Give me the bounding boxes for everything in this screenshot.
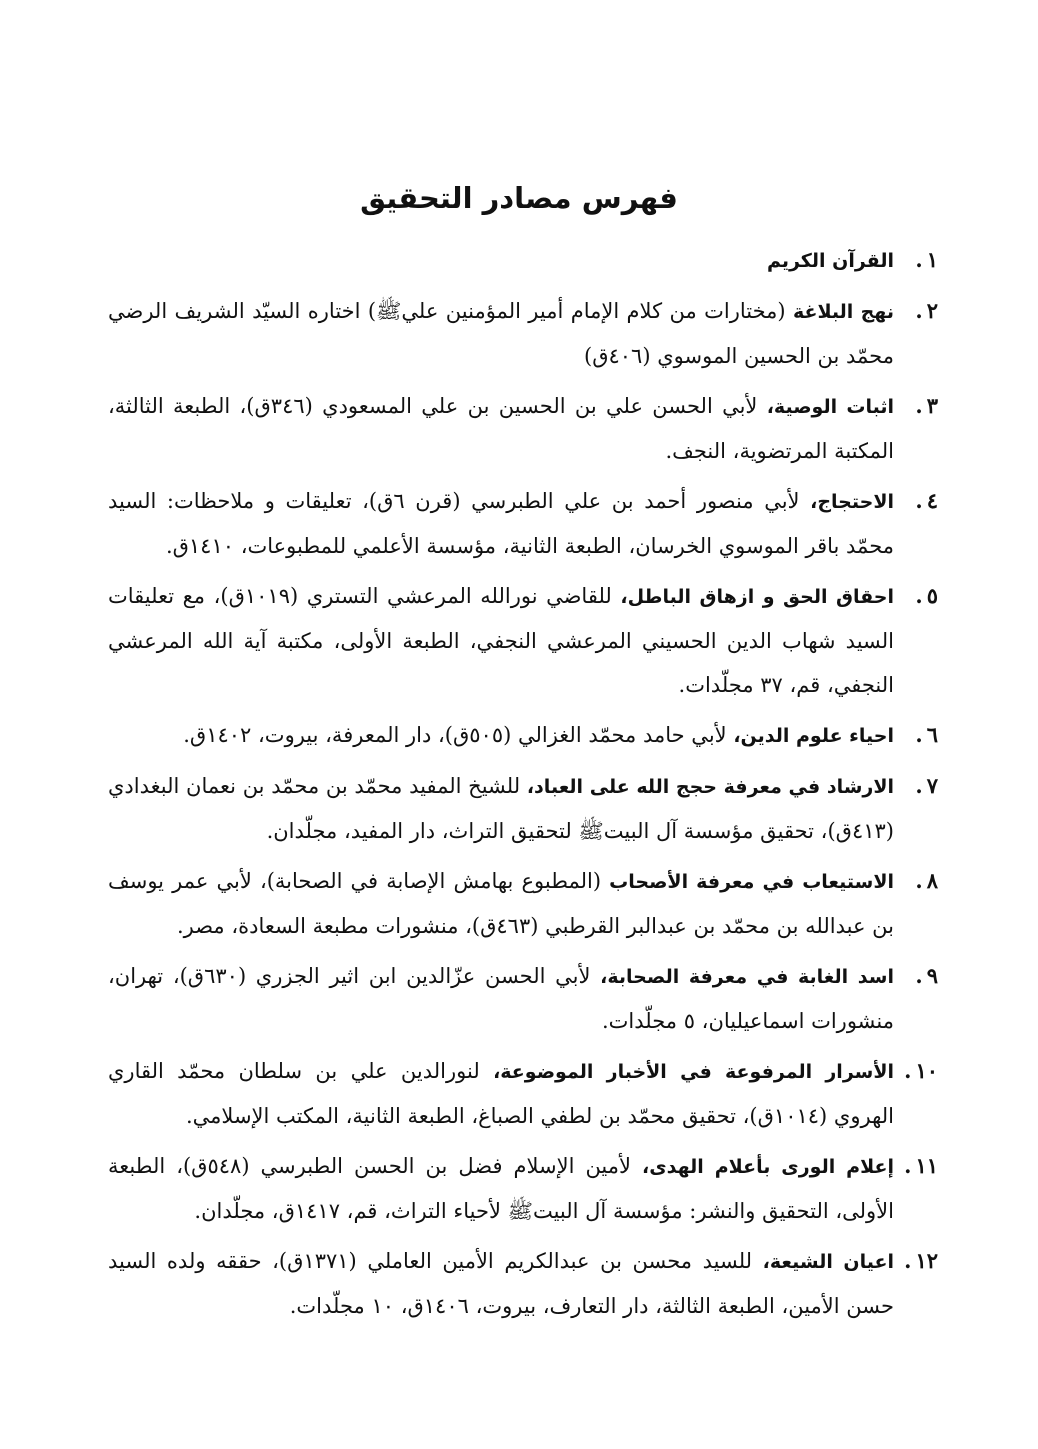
entry-source-title: القرآن الكريم — [766, 250, 894, 272]
entry-number: ٩. — [915, 963, 938, 988]
entry-text: إعلام الورى بأعلام الهدى، لأمين الإسلام فضل بن الحسن الطبرسي (٥٤٨ق)، الطبعة الأولى، التحقيق والنشر: مؤسسة آل البيت‌ﷺ لأحياء التراث، قم، ١٤١٧ق، مجلّدان. — [108, 1154, 894, 1223]
entry-number: ١. — [915, 247, 938, 272]
entry-source-title: الأسرار المرفوعة في الأخبار الموضوعة، — [493, 1061, 894, 1083]
entry-text: نهج البلاغة (مختارات من كلام الإمام أمير المؤمنين علي‌ﷺ) اختاره السيّد الشريف الرضي محمّد بن الحسين الموسوي (٤٠٦ق) — [108, 299, 894, 368]
entry-source-title: اثبات الوصية، — [766, 396, 894, 418]
entry-text — [108, 238, 894, 283]
list-item — [108, 954, 938, 1043]
entry-source-title: إعلام الورى بأعلام الهدى، — [642, 1156, 894, 1178]
entry-source-title: الاحتجاج، — [810, 491, 894, 513]
list-item — [108, 479, 938, 568]
bibliography-list — [108, 238, 938, 1334]
entry-number: ٧. — [915, 773, 938, 798]
page-title: فهرس مصادر التحقيق — [360, 181, 678, 215]
entry-source-title: احياء علوم الدين، — [733, 725, 894, 747]
entry-text: الاحتجاج، لأبي منصور أحمد بن علي الطبرسي (قرن ٦ق)، تعليقات و ملاحظات: السيد محمّد باقر الموسوي الخرسان، الطبعة الثانية، مؤسسة الأعلمي للمطبوعات، ١٤١٠ق. — [108, 489, 894, 558]
list-item — [108, 713, 938, 758]
entry-source-title: نهج البلاغة — [792, 301, 894, 323]
entry-number: ٨. — [915, 868, 938, 893]
entry-number: ٦. — [915, 722, 938, 747]
entry-text: اثبات الوصية، لأبي الحسن علي بن الحسين بن علي المسعودي (٣٤٦ق)، الطبعة الثالثة، المكتبة المرتضوية، النجف. — [108, 394, 894, 463]
list-item — [108, 574, 938, 707]
entry-source-title: اعيان الشيعة، — [762, 1251, 894, 1273]
list-item — [108, 1144, 938, 1233]
entry-source-title: احقاق الحق و ازهاق الباطل، — [620, 586, 895, 608]
entry-source-title: الاستيعاب في معرفة الأصحاب — [609, 871, 895, 893]
entry-text: احياء علوم الدين، لأبي حامد محمّد الغزالي (٥٠٥ق)، دار المعرفة، بيروت، ١٤٠٢ق. — [183, 723, 894, 747]
entry-text: الاستيعاب في معرفة الأصحاب (المطبوع بهامش الإصابة في الصحابة)، لأبي عمر يوسف بن عبدالله بن محمّد بن عبدالبر القرطبي (٤٦٣ق)، منشورات مطبعة السعادة، مصر. — [108, 869, 895, 938]
entry-number: ٤. — [915, 488, 938, 513]
list-item — [108, 1239, 938, 1328]
entry-text: الارشاد في معرفة حجج الله على العباد، للشيخ المفيد محمّد بن محمّد بن نعمان البغدادي (٤١٣ق)، تحقيق مؤسسة آل البيت‌ﷺ لتحقيق التراث، دار المفيد، مجلّدان. — [108, 774, 894, 843]
entry-source-title: اسد الغابة في معرفة الصحابة، — [600, 966, 894, 988]
list-item — [108, 1049, 938, 1138]
entry-source-title: الارشاد في معرفة حجج الله على العباد، — [526, 776, 894, 798]
list-item — [108, 238, 938, 283]
entry-text: اعيان الشيعة، للسيد محسن بن عبدالكريم الأمين العاملي (١٣٧١ق)، حققه ولده السيد حسن الأمين، الطبعة الثالثة، دار التعارف، بيروت، ١٤٠٦ق، ١٠ مجلّدات. — [108, 1249, 894, 1318]
entry-number: ١٢. — [904, 1248, 938, 1273]
list-item — [108, 289, 938, 378]
list-item — [108, 859, 938, 948]
list-item — [108, 764, 938, 853]
list-item — [108, 384, 938, 473]
entry-number: ٥. — [915, 583, 938, 608]
entry-number: ١٠. — [904, 1058, 938, 1083]
entry-text: اسد الغابة في معرفة الصحابة، لأبي الحسن عزّالدين ابن اثير الجزري (٦٣٠ق)، تهران، منشورات اسماعيليان، ٥ مجلّدات. — [108, 964, 894, 1033]
entry-number: ٢. — [915, 298, 938, 323]
entry-text: الأسرار المرفوعة في الأخبار الموضوعة، لنورالدين علي بن سلطان محمّد القاري الهروي (١٠١٤ق)، تحقيق محمّد بن لطفي الصباغ، الطبعة الثانية، المكتب الإسلامي. — [108, 1059, 894, 1128]
entry-number: ١١. — [904, 1153, 938, 1178]
entry-number: ٣. — [915, 393, 938, 418]
entry-text: احقاق الحق و ازهاق الباطل، للقاضي نورالله المرعشي التستري (١٠١٩ق)، مع تعليقات السيد شهاب الدين الحسيني المرعشي النجفي، الطبعة الأولى، مكتبة آية الله المرعشي النجفي، قم، ٣٧ مجلّدات. — [108, 584, 895, 697]
